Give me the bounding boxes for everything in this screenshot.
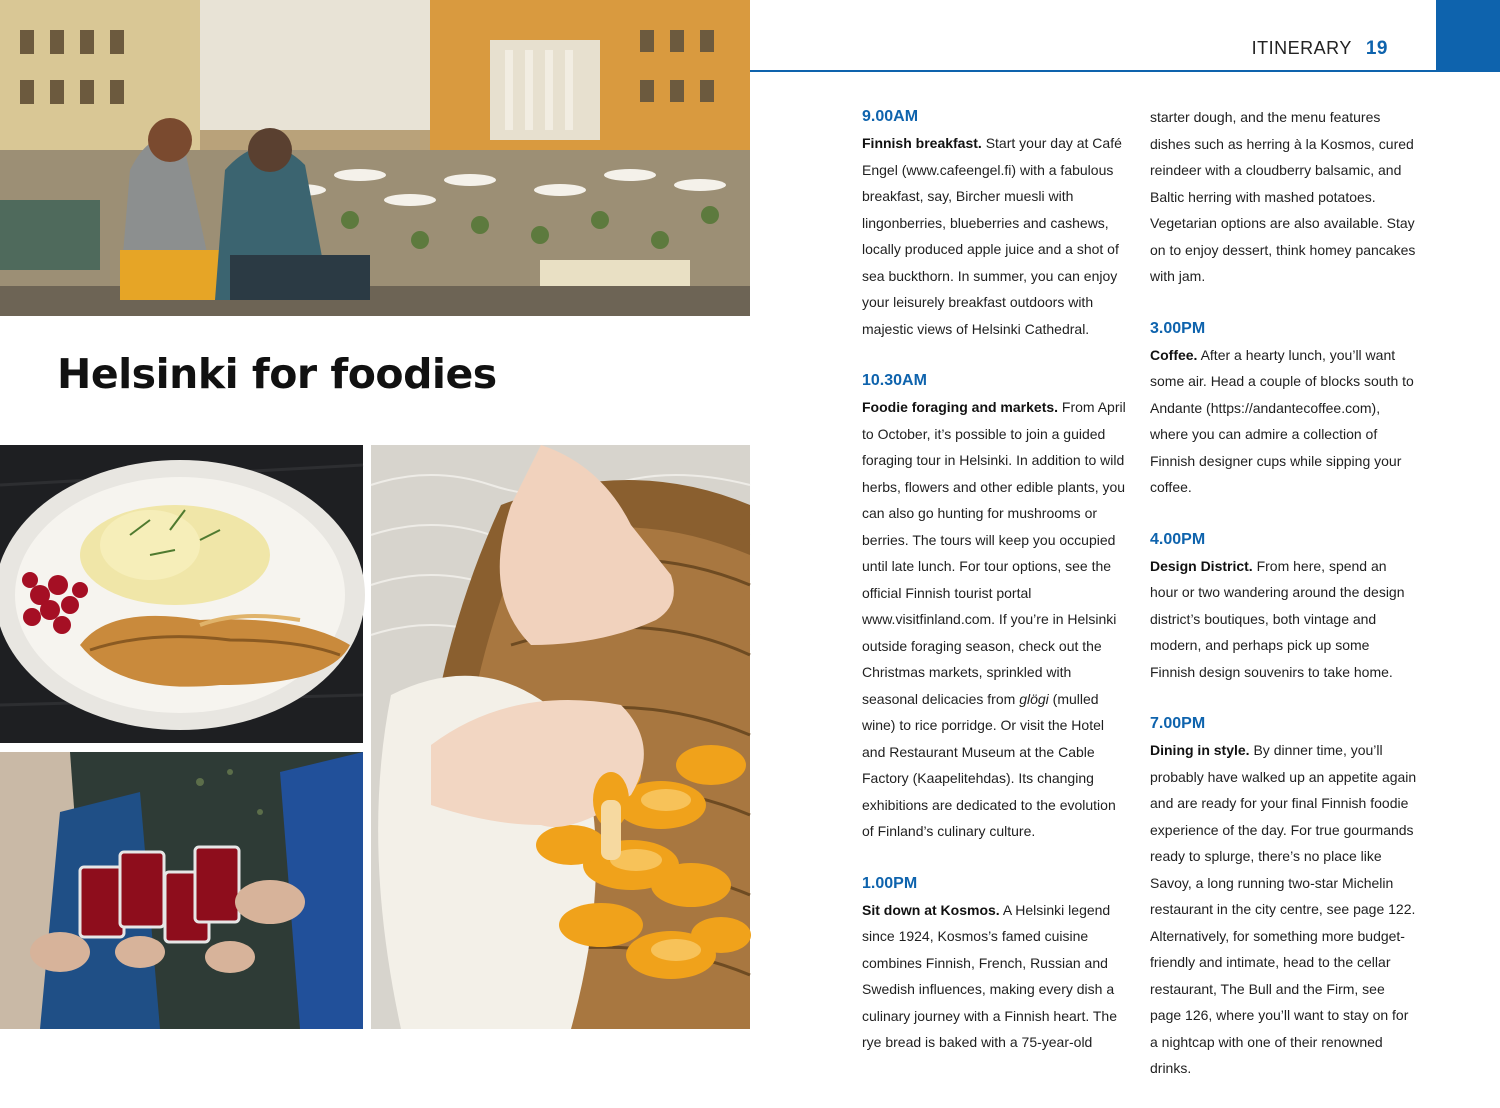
page-title: Helsinki for foodies [57, 350, 497, 398]
fish-plate-photo [0, 445, 363, 743]
entry-heading: Coffee. [1150, 346, 1198, 363]
photo-market-square-icon [0, 0, 750, 316]
itinerary-entry [1150, 711, 1418, 1082]
entry-body [862, 897, 1130, 1056]
entry-heading: Design District. [1150, 557, 1253, 574]
entry-body [1150, 737, 1418, 1082]
entry-heading: Sit down at Kosmos. [862, 901, 1000, 918]
entry-text: After a hearty lunch, you’ll want some air. Head a couple of blocks south to Andante (https://andantecoffee.com), where you can admire a collection of Finnish designer cups while sipping your coffee. [1150, 346, 1414, 495]
photo-chanterelles-icon [371, 445, 750, 1029]
itinerary-entry [1150, 316, 1418, 501]
entry-time: 3.00PM [1150, 319, 1206, 337]
market-square-photo [0, 0, 750, 316]
entry-body [1150, 342, 1418, 501]
entry-text: By dinner time, you’ll probably have walked up an appetite again and are ready for your final Finnish foodie experience of the day. For true gourmands ready to splurge, there’s no place like Savoy, a long running two-star Michelin restaurant in the city centre, see page 122. Alternatively, for something more budget-friendly and intimate, head to the cellar restaurant, The Bull and the Firm, see page 126, where you’ll want to stay on for a nightcap with one of their renowned drinks. [1150, 742, 1417, 1076]
section-name: ITINERARY [1251, 38, 1352, 58]
glogi-toast-photo [0, 752, 363, 1029]
entry-text: A Helsinki legend since 1924, Kosmos’s famed cuisine combines Finnish, French, Russian and Swedish influences, making every dish a culinary journey with a Finnish heart. The rye bread is baked with a 75-year-old [862, 901, 1117, 1050]
entry-text: From April to October, it’s possible to join a guided foraging tour in Helsinki. In addition to wild herbs, flowers and other edible plants, you can also go hunting for mushrooms or berries. The tours will keep you occupied until late lunch. For tour options, see the official Finnish tourist portal www.visitfinland.com. If you’re in Helsinki outside foraging season, check out the Christmas markets, sprinkled with seasonal delicacies from [862, 399, 1126, 707]
entry-text-after: (mulled wine) to rice porridge. Or visit the Hotel and Restaurant Museum at the Cable Factory (Kaapelitehdas). Its changing exhibitions are dedicated to the evolution of Finland’s culinary culture. [862, 690, 1116, 839]
page-number: 19 [1365, 38, 1388, 59]
itinerary-entry-continued [1150, 104, 1418, 290]
entry-continuation: starter dough, and the menu features dishes such as herring à la Kosmos, cured reindeer with a cloudberry balsamic, and Baltic herring with mashed potatoes. Vegetarian options are also available. Stay on to enjoy dessert, think homey pancakes with jam. [1150, 109, 1416, 284]
entry-time: 1.00PM [862, 874, 918, 892]
itinerary-entry [862, 368, 1130, 845]
entry-time: 10.30AM [862, 372, 927, 389]
itinerary-entry [1150, 527, 1418, 686]
photo-glogi-toast-icon [0, 752, 363, 1029]
entry-text: Start your day at Café Engel (www.cafeengel.fi) with a fabulous breakfast, say, Bircher muesli with lingonberries, blueberries and cashews, locally produced apple juice and a shot of sea buckthorn. In summer, you can enjoy your leisurely breakfast outdoors with majestic views of Helsinki Cathedral. [862, 135, 1122, 337]
itinerary-entry [862, 104, 1130, 342]
entry-text: From here, spend an hour or two wandering around the design district’s boutiques, both vintage and modern, and perhaps pick up some Finnish design souvenirs to take home. [1150, 557, 1405, 680]
entry-time: 9.00AM [862, 108, 919, 125]
header-rule [750, 70, 1436, 72]
entry-heading: Foodie foraging and markets. [862, 399, 1059, 415]
header-tab [1436, 0, 1500, 72]
photo-fish-plate-icon [0, 445, 363, 743]
entry-body [862, 394, 1130, 845]
running-head [1252, 38, 1388, 60]
entry-heading: Finnish breakfast. [862, 135, 982, 151]
entry-heading: Dining in style. [1150, 742, 1250, 758]
text-column-left [862, 104, 1130, 1082]
entry-italic-term: glögi [1019, 690, 1049, 707]
entry-time: 7.00PM [1150, 715, 1206, 732]
entry-body [862, 130, 1130, 342]
entry-time: 4.00PM [1150, 530, 1206, 548]
chanterelles-photo [371, 445, 750, 1029]
text-column-right [1150, 104, 1418, 1108]
entry-body [1150, 553, 1418, 686]
itinerary-entry [862, 871, 1130, 1056]
